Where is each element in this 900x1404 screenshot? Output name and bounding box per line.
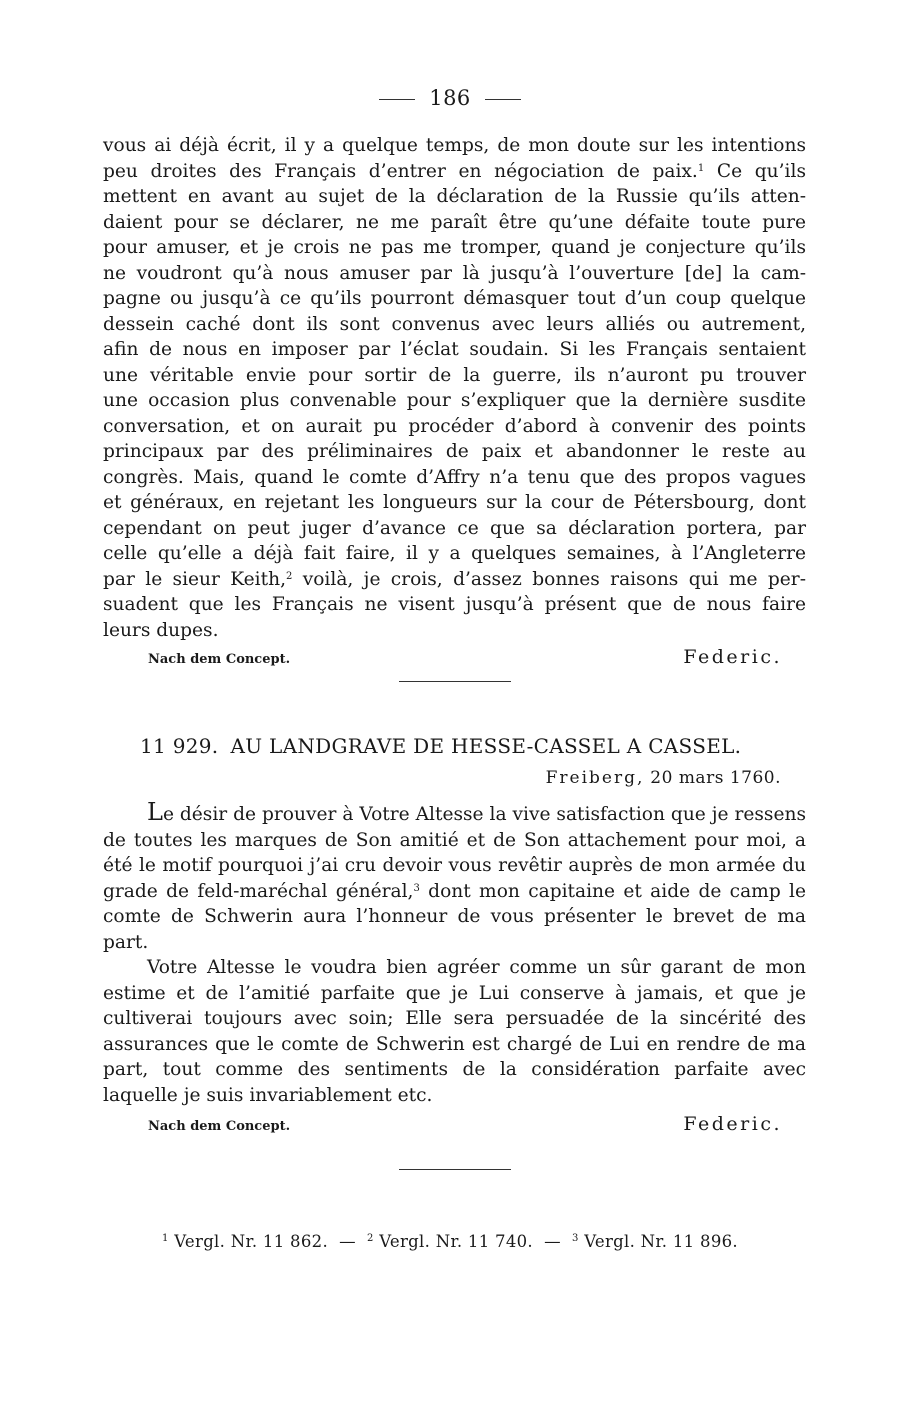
document-title: AU LANDGRAVE DE HESSE-CASSEL A CASSEL.: [230, 734, 742, 758]
signature: Federic.: [683, 1113, 782, 1135]
page-number-left-dash: [379, 99, 415, 100]
text-line: peu droites des Français d’entrer en négociation de paix.$^1$ Ce qu’ils: [103, 160, 806, 182]
text-line: cependant on peut juger d’avance ce que sa déclaration portera, par: [103, 517, 806, 539]
section-divider: [399, 681, 511, 682]
dateline-place: Freiberg,: [545, 768, 645, 788]
text-line: afin de nous en imposer par l’éclat soudain. Si les Français sentaient: [103, 339, 806, 360]
footnote-separator: —: [544, 1232, 561, 1251]
text-line: une occasion plus convenable pour s’expliquer que la dernière susdite: [103, 390, 806, 411]
dropcap: L: [147, 798, 163, 826]
page-number: [0, 86, 900, 110]
text-line: leurs dupes.: [103, 619, 219, 641]
source-note: Nach dem Concept.: [148, 1119, 291, 1134]
footnote-separator: —: [339, 1232, 356, 1251]
text-line: pagne ou jusqu’à ce qu’ils pourront démasquer tout d’un coup quelque: [103, 288, 806, 309]
text-line: vous ai déjà écrit, il y a quelque temps, de mon doute sur les intentions: [103, 135, 806, 156]
signature-row: [148, 1113, 782, 1135]
footnotes: [0, 1232, 900, 1251]
footnote: $^2$ Vergl. Nr. 11 740.: [367, 1232, 533, 1251]
text-line: mettent en avant au sujet de la déclaration de la Russie qu’ils atten-: [103, 186, 806, 207]
text-line: et généraux, en rejetant les longueurs sur la cour de Pétersbourg, dont: [103, 492, 806, 513]
dateline-date: 20 mars 1760.: [650, 768, 781, 788]
letter-body: [103, 800, 806, 1108]
footnote: $^3$ Vergl. Nr. 11 896.: [571, 1232, 738, 1251]
page-number-right-dash: [485, 99, 521, 100]
text-line: une véritable envie pour sortir de la guerre, ils n’auront pu trouver: [103, 364, 806, 386]
text-line: pour amuser, et je crois ne pas me tromper, quand je conjecture qu’ils: [103, 237, 806, 258]
source-note: Nach dem Concept.: [148, 652, 291, 667]
footnote: $^1$ Vergl. Nr. 11 862.: [162, 1232, 328, 1251]
letter-paragraph: Votre Altesse le voudra bien agréer comme un sûr garant de mon estime et de l’amitié parfaite que je Lui conserve à jamais, et que je cultiverai toujours avec soin; Elle sera persuadée de la sincérité des assurances que le comte de Schwerin est chargé de Lui en rendre de ma part, tout comme des sentiments de la considération parfaite avec laquelle je suis invariablement etc.: [103, 957, 806, 1106]
signature: Federic.: [683, 646, 782, 668]
text-line: daient pour se déclarer, ne me paraît être qu’une défaite toute pure: [103, 211, 806, 233]
footnote-ref[interactable]: 1: [697, 162, 705, 174]
text-line: suadent que les Français ne visent jusqu’à présent que de nous faire: [103, 594, 806, 615]
text-line: dessein caché dont ils sont convenus avec leurs alliés ou autrement,: [103, 313, 806, 335]
dateline: [546, 768, 781, 788]
footnote-divider: [399, 1169, 511, 1170]
document-number: 11 929.: [140, 734, 219, 758]
text-line: celle qu’elle a déjà fait faire, il y a quelques semaines, à l’Angleterre: [103, 543, 806, 564]
text-line: conversation, et on aurait pu procéder d’abord à convenir des points: [103, 415, 806, 437]
signature-row: [148, 646, 782, 668]
footnote-ref[interactable]: 3: [413, 882, 420, 894]
footnote-ref[interactable]: 2: [285, 570, 293, 582]
document-heading: [140, 734, 780, 758]
continuation-paragraph: [103, 133, 806, 643]
text-line: ne voudront qu’à nous amuser par là jusqu’à l’ouverture [de] la cam-: [103, 262, 806, 284]
text-line: par le sieur Keith,$^2$ voilà, je crois, d’assez bonnes raisons qui me per-: [103, 568, 806, 590]
text-line: congrès. Mais, quand le comte d’Affry n’a tenu que des propos vagues: [103, 466, 806, 488]
text-line: principaux par des préliminaires de paix et abandonner le reste au: [103, 441, 806, 462]
letter-paragraph: Le désir de prouver à Votre Altesse la vive satisfaction que je ressens de toutes les marques de Son amitié et de Son attachement pour moi, a été le motif pourquoi j’ai cru devoir vous revêtir auprès de mon armée du grade de feld-maréchal général,$^3$ dont mon capitaine et aide de camp le comte de Schwerin aura l’honneur de vous présenter le brevet de ma part.: [103, 798, 807, 953]
page-number-value: 186: [429, 86, 471, 110]
